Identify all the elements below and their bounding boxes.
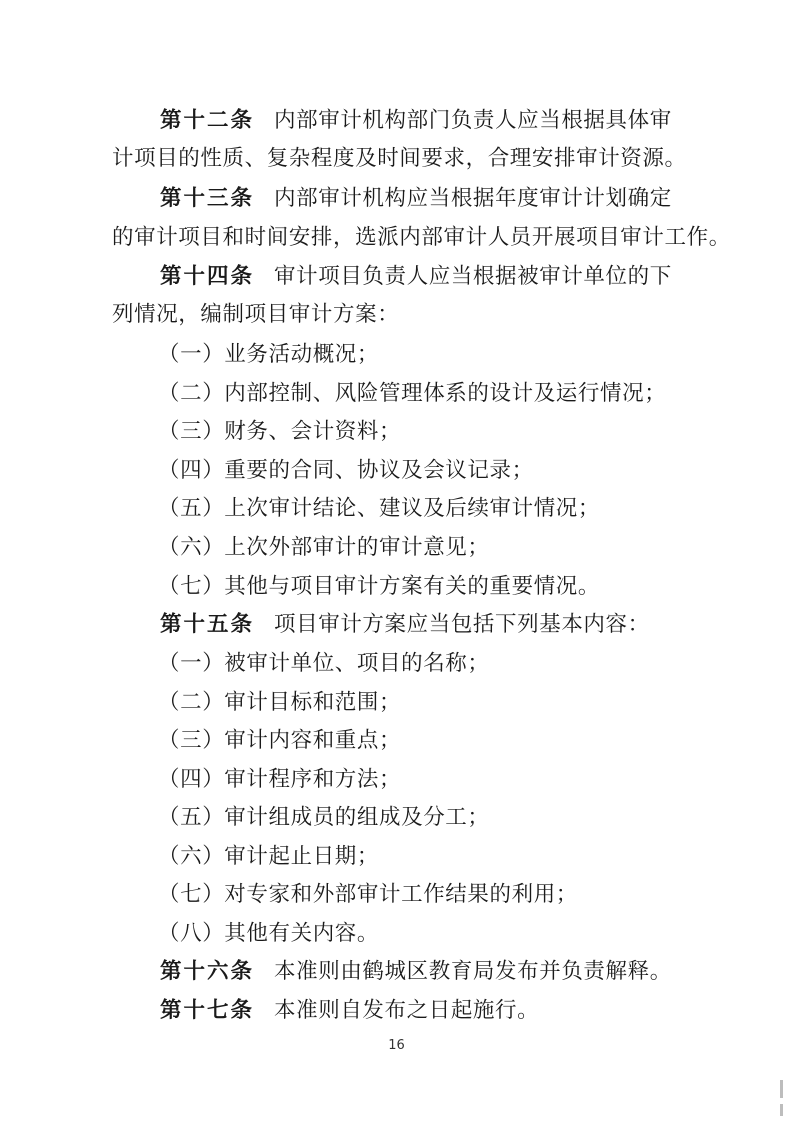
article-16-text-1: 本准则由鹤城区教育局发布并负责解释。 — [274, 959, 672, 984]
article-15-item: （一）被审计单位、项目的名称； — [158, 651, 490, 676]
article-16-line-1 — [160, 953, 672, 991]
article-15-line-1 — [160, 606, 650, 644]
article-13-text-1: 内部审计机构应当根据年度审计计划确定 — [274, 186, 672, 211]
article-15-item: （五）审计组成员的组成及分工； — [158, 805, 490, 830]
article-15-text-1: 项目审计方案应当包括下列基本内容： — [274, 612, 650, 637]
article-16-heading: 第十六条 — [160, 959, 255, 984]
article-14-item: （五）上次审计结论、建议及后续审计情况； — [158, 496, 601, 521]
article-15-item: （二）审计目标和范围； — [158, 690, 402, 715]
article-14-item: （六）上次外部审计的审计意见； — [158, 535, 490, 560]
article-14-line-2: 列情况，编制项目审计方案： — [112, 302, 400, 327]
page-number: 16 — [388, 1038, 405, 1053]
article-14-item: （四）重要的合同、协议及会议记录； — [158, 458, 534, 483]
article-15-heading: 第十五条 — [160, 612, 255, 637]
scan-edge-mark — [780, 1104, 783, 1116]
article-13-heading: 第十三条 — [160, 186, 255, 211]
scan-edge-mark — [780, 1080, 783, 1098]
article-17-heading: 第十七条 — [160, 998, 255, 1023]
article-14-heading: 第十四条 — [160, 264, 255, 289]
article-15-item: （四）审计程序和方法； — [158, 767, 402, 792]
article-14-item: （二）内部控制、风险管理体系的设计及运行情况； — [158, 381, 667, 406]
article-17-text-1: 本准则自发布之日起施行。 — [274, 998, 540, 1023]
article-13-line-1 — [160, 180, 672, 218]
article-12-line-1 — [160, 102, 672, 140]
article-14-text-1: 审计项目负责人应当根据被审计单位的下 — [274, 264, 672, 289]
article-14-item: （一）业务活动概况； — [158, 342, 380, 367]
article-17-line-1 — [160, 992, 539, 1030]
article-12-line-2: 计项目的性质、复杂程度及时间要求，合理安排审计资源。 — [112, 146, 687, 171]
article-15-item: （六）审计起止日期； — [158, 844, 380, 869]
article-14-item: （七）其他与项目审计方案有关的重要情况。 — [158, 574, 601, 599]
article-15-item: （三）审计内容和重点； — [158, 728, 402, 753]
article-12-heading: 第十二条 — [160, 108, 255, 133]
article-14-item: （三）财务、会计资料； — [158, 419, 402, 444]
article-15-item: （七）对专家和外部审计工作结果的利用； — [158, 882, 578, 907]
article-12-text-1: 内部审计机构部门负责人应当根据具体审 — [274, 108, 672, 133]
article-14-line-1 — [160, 258, 672, 296]
article-13-line-2: 的审计项目和时间安排，选派内部审计人员开展项目审计工作。 — [112, 225, 731, 250]
article-15-item: （八）其他有关内容。 — [158, 921, 380, 946]
